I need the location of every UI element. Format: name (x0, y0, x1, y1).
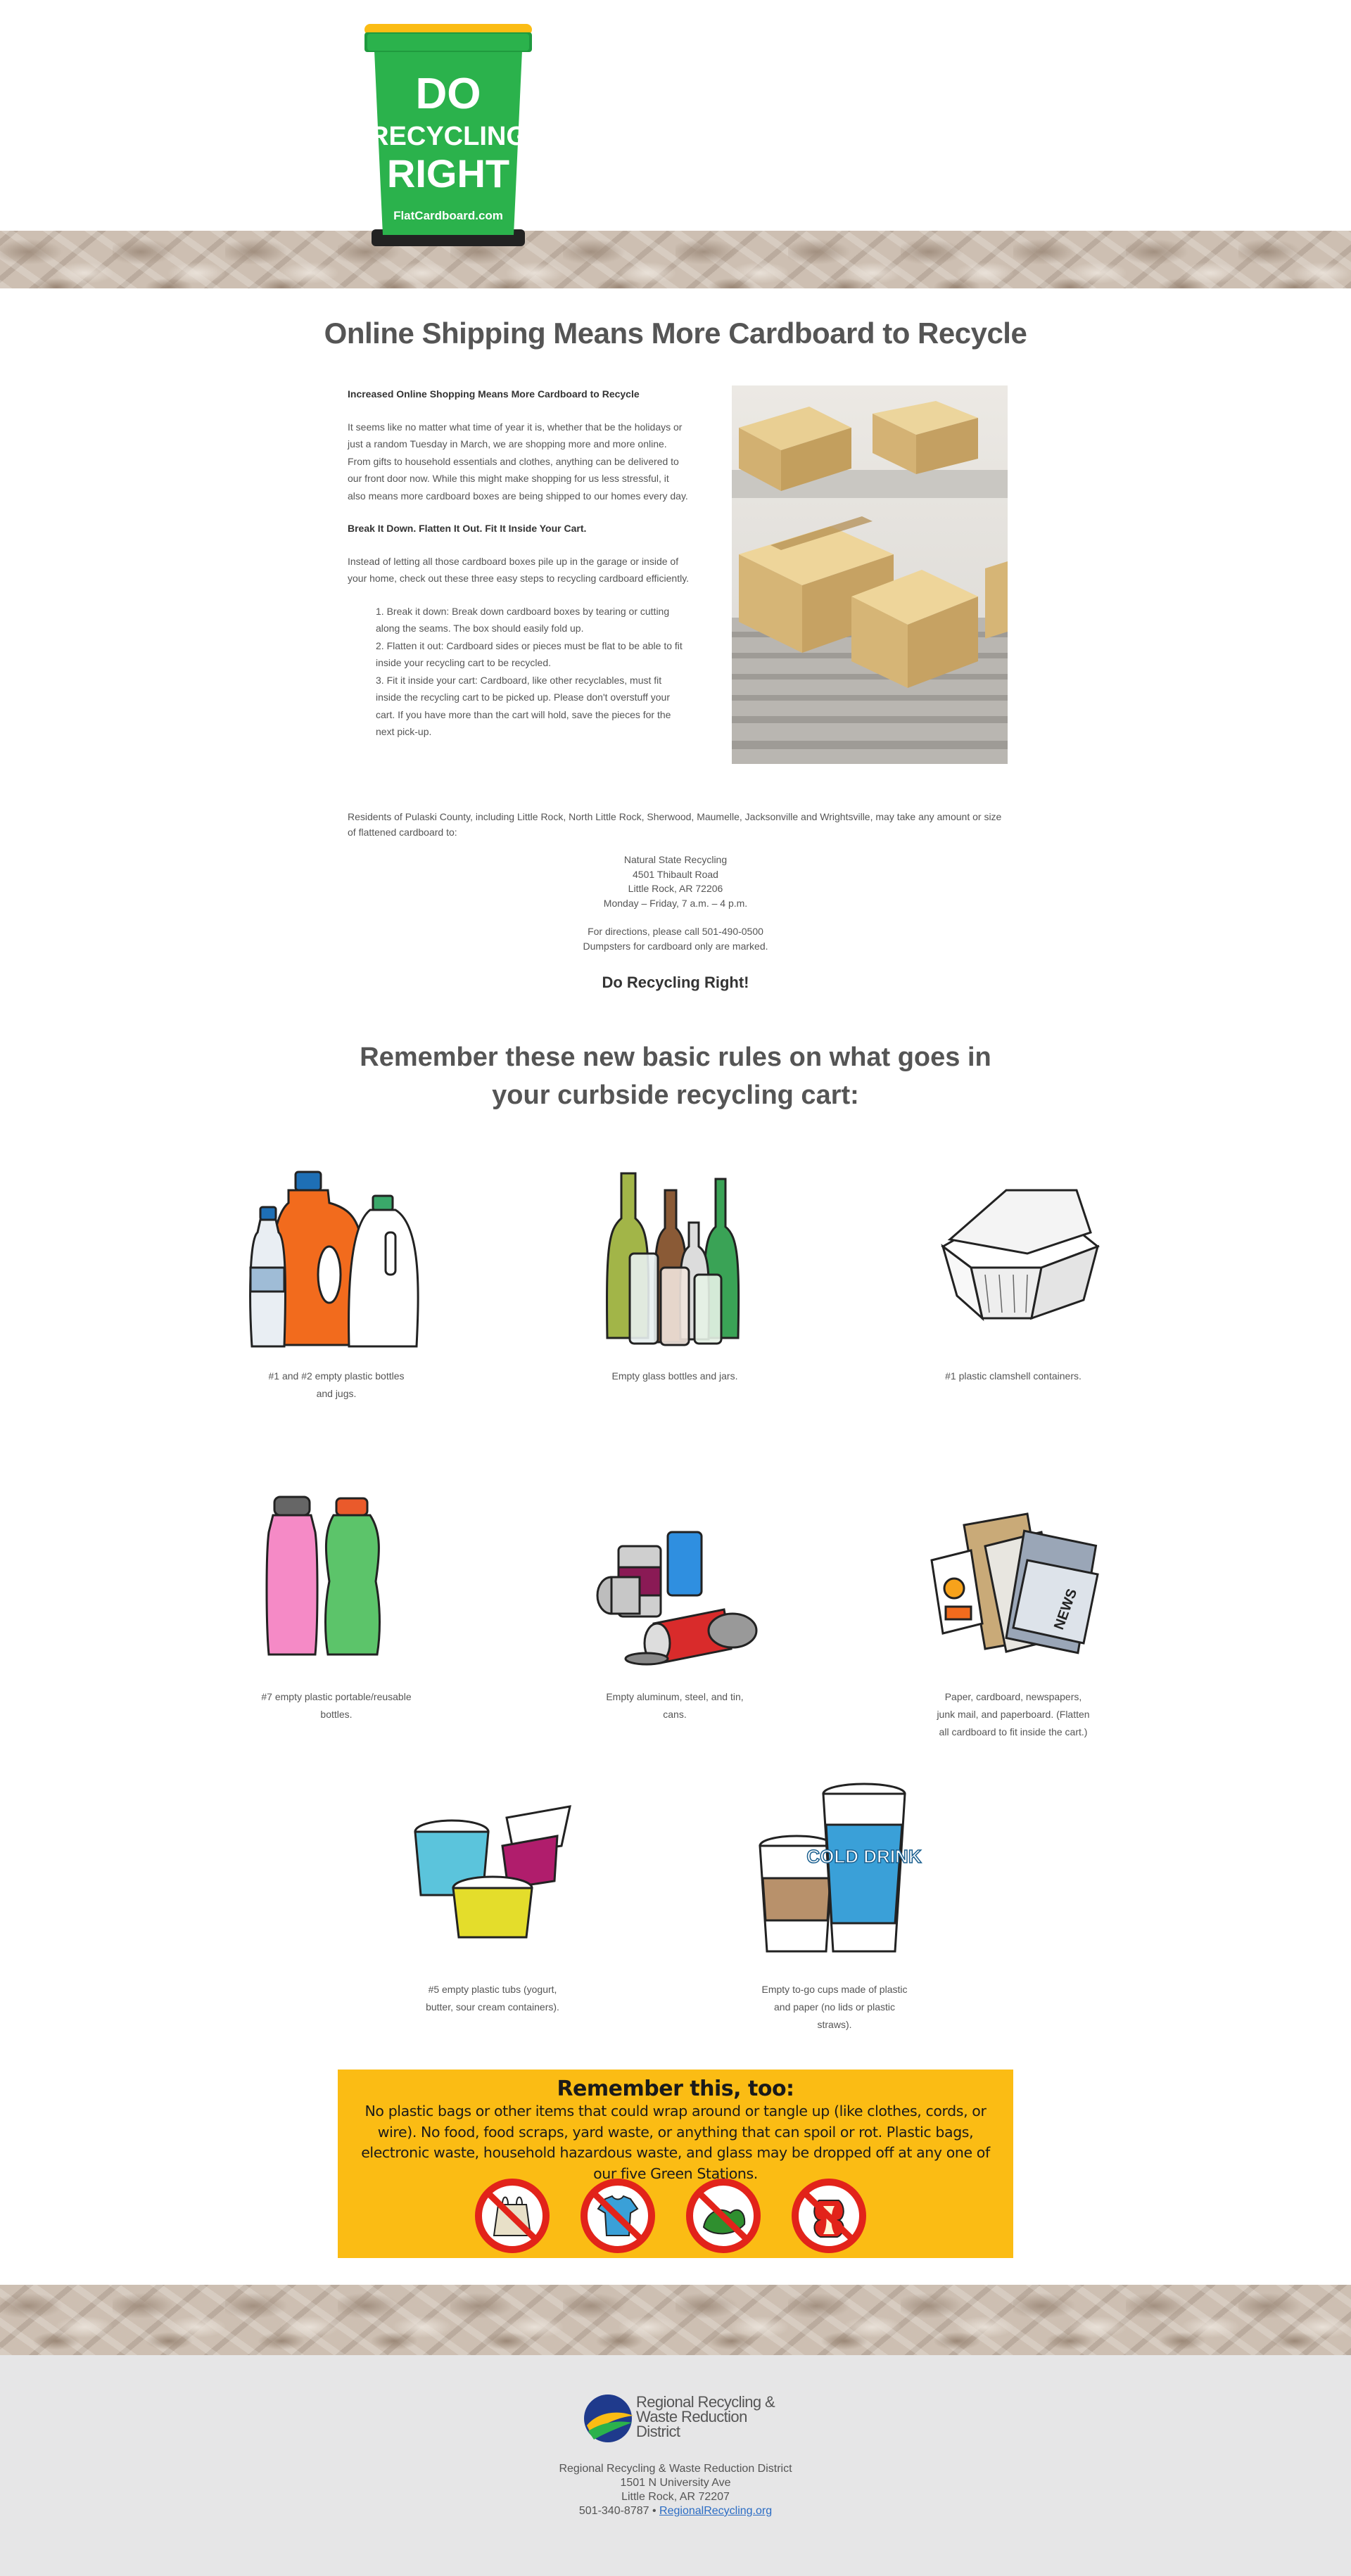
rule-item-clamshell (887, 1162, 1140, 1385)
news-label: NEWS (1051, 1586, 1081, 1632)
remember-text: No plastic bags or other items that could wrap around or tangle up (like clothes, cords, or wire). No food, food scraps, yard waste, or anything that can spoil or rot. Plastic bags, electronic waste, household hazardous waste, and glass may be dropped off at any one of our five Green Stations. (361, 2103, 990, 2182)
rule-item-caption: #1 and #2 empty plastic bottles and jugs. (268, 1370, 405, 1399)
dropoff-hours: Monday – Friday, 7 a.m. – 4 p.m. (603, 897, 748, 909)
rule-item-caption: Empty glass bottles and jars. (611, 1370, 738, 1382)
no-yard-waste-icon (685, 2178, 761, 2254)
aluminum-tin-cans-icon (548, 1483, 801, 1673)
cold-drink-label: COLD DRINK (806, 1846, 922, 1867)
no-plastic-bag-icon (474, 2178, 550, 2254)
dropoff-directions: For directions, please call 501-490-0500 (588, 926, 763, 937)
rule-item-caption: #7 empty plastic portable/reusable bottles. (261, 1691, 412, 1720)
recycling-bin-icon (364, 24, 532, 248)
step-item: 2. Flatten it out: Cardboard sides or pieces must be flat to be able to fit inside your recycling cart to be recycled. (376, 639, 683, 668)
dropoff-note: Dumpsters for cardboard only are marked. (583, 940, 768, 952)
footer-website-link[interactable]: RegionalRecycling.org (659, 2505, 773, 2517)
regional-recycling-logo[interactable] (581, 2390, 775, 2447)
do-recycling-right-logo[interactable] (364, 24, 532, 248)
logo-line1: DO (415, 70, 481, 118)
page-header (0, 0, 1351, 288)
rule-item-caption: Paper, cardboard, newspapers, junk mail, and paperboard. (Flatten all cardboard to fit inside the cart.) (937, 1691, 1090, 1737)
glass-bottles-jars-icon (548, 1162, 801, 1352)
rule-item-cans (548, 1483, 801, 1723)
footer-separator: • (652, 2505, 657, 2517)
no-clothes-icon (580, 2178, 656, 2254)
footer-street: 1501 N University Ave (620, 2477, 731, 2489)
logo-line3: RIGHT (386, 151, 510, 196)
rule-item-cups (708, 1775, 961, 2034)
rule-item-caption: #5 empty plastic tubs (yogurt, butter, sour cream containers). (426, 1984, 559, 2013)
footer-logo-text: Regional Recycling & Waste Reduction District (636, 2393, 775, 2440)
article-body (348, 385, 690, 741)
page-title: Online Shipping Means More Cardboard to Recycle (324, 317, 1027, 350)
rule-item-caption: Empty aluminum, steel, and tin, cans. (606, 1691, 744, 1720)
header-background (0, 0, 1351, 231)
cardboard-banner-bottom (0, 2285, 1351, 2355)
rule-item-reusable-bottles (210, 1483, 463, 1723)
rule-item-plastic-bottles (210, 1162, 463, 1403)
footer-city: Little Rock, AR 72207 (621, 2491, 730, 2503)
remember-title: Remember this, too: (557, 2077, 794, 2101)
dropoff-address (0, 853, 1351, 953)
rule-item-tubs (366, 1775, 619, 2016)
footer-phone[interactable]: 501-340-8787 (578, 2505, 649, 2517)
rule-item-caption: #1 plastic clamshell containers. (945, 1370, 1082, 1382)
plastic-bottles-jugs-icon (210, 1162, 463, 1352)
rule-item-paper (887, 1483, 1140, 1741)
to-go-cups-icon (708, 1775, 961, 1965)
article-paragraph-1: It seems like no matter what time of year it is, whether that be the holidays or just a random Tuesday in March, we are shopping more and more online. From gifts to household essentials and clothes, anything can be delivered to our front door now. While this might make shopping for us less stressful, it also means more cardboard boxes are being shipped to our homes every day. (348, 421, 688, 502)
tagline: Do Recycling Right! (602, 974, 749, 991)
address-spacer (0, 910, 1351, 924)
article-heading-2: Break It Down. Flatten It Out. Fit It Inside Your Cart. (348, 523, 587, 534)
globe-logo-icon (581, 2390, 638, 2447)
article-paragraph-2: Instead of letting all those cardboard boxes pile up in the garage or inside of your home, check out these three easy steps to recycling cardboard efficiently. (348, 555, 690, 584)
rule-item-glass-bottles (548, 1162, 801, 1385)
rules-heading: Remember these new basic rules on what goes in your curbside recycling cart: (360, 1042, 991, 1110)
logo-line2: RECYCLING (369, 122, 527, 151)
remember-box (338, 2070, 1013, 2258)
prohibited-icons (474, 2178, 877, 2254)
step-item: 3. Fit it inside your cart: Cardboard, like other recyclables, must fit inside the recycling cart to be picked up. Please don't overstuff your cart. If you have more than the cart will hold, save the pieces for the next pick-up. (376, 674, 671, 737)
steps-list (376, 603, 690, 741)
dropoff-city: Little Rock, AR 72206 (628, 883, 723, 894)
page-footer (0, 2355, 1351, 2576)
residents-paragraph: Residents of Pulaski County, including Little Rock, North Little Rock, Sherwood, Maumelle, Jacksonville and Wrightsville, may take any amount or size of flattened cardboard to: (348, 811, 1002, 838)
plastic-clamshell-icon (887, 1162, 1140, 1352)
dropoff-name: Natural State Recycling (623, 854, 728, 865)
no-food-scraps-icon (791, 2178, 867, 2254)
step-item: 1. Break it down: Break down cardboard boxes by tearing or cutting along the seams. The box should easily fold up. (376, 605, 670, 634)
dropoff-street: 4501 Thibault Road (633, 868, 718, 880)
plastic-tubs-icon (366, 1775, 619, 1965)
footer-org: Regional Recycling & Waste Reduction District (559, 2463, 792, 2475)
cardboard-banner-top (0, 231, 1351, 288)
article-heading-1: Increased Online Shopping Means More Cardboard to Recycle (348, 388, 640, 400)
logo-url: FlatCardboard.com (393, 209, 503, 222)
paper-cardboard-icon (887, 1483, 1140, 1673)
reusable-bottles-icon (210, 1483, 463, 1673)
footer-contact (0, 2504, 1351, 2518)
rule-item-caption: Empty to-go cups made of plastic and paper (no lids or plastic straws). (761, 1984, 908, 2030)
cardboard-boxes-photo (732, 385, 1008, 764)
footer-address (0, 2462, 1351, 2518)
